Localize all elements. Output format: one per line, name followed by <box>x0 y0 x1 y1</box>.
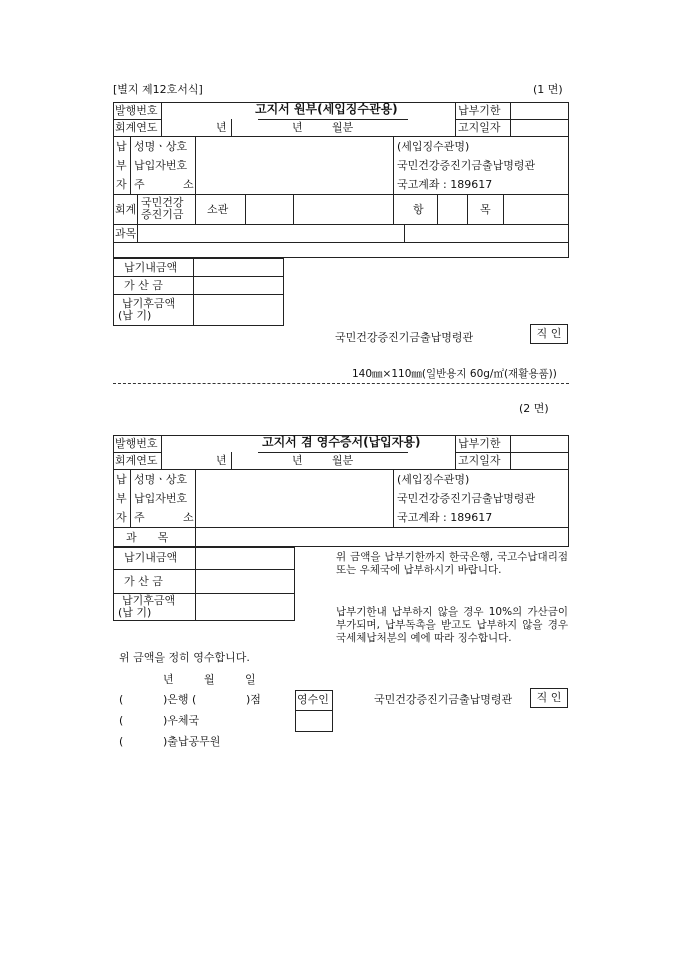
form-number-label: [별지 제12호서식] <box>113 83 203 96</box>
jurisdiction-label: 소관 <box>207 203 229 216</box>
amount-after-label-4: (납 기) <box>118 606 152 619</box>
issue-number-label-2: 발행번호 <box>115 437 158 450</box>
subject-label: 과목 <box>115 227 137 240</box>
payer-label-2: 부 <box>116 159 127 172</box>
fund-label-1: 국민건강 <box>141 196 184 209</box>
month-portion-label: 월분 <box>332 121 354 134</box>
payer-id-label-2: 납입자번호 <box>134 492 188 505</box>
official-seal-2: 직 인 <box>530 688 568 708</box>
collector-name-2: (세입징수관명) <box>397 473 470 486</box>
fiscal-year-label-2: 회계연도 <box>115 454 158 467</box>
amount-within-label-2: 납기내금액 <box>124 551 178 564</box>
issue-number-label: 발행번호 <box>115 104 158 117</box>
surcharge-notice: 납부기한내 납부하지 않을 경우 10%의 가산금이 부가되며, 납부독촉을 받고도 납부하지 않을 경우 국세체납처분의 예에 따라 징수합니다. <box>336 606 568 644</box>
date-month-label: 월 <box>204 673 215 686</box>
branch-label: )점 <box>246 693 261 706</box>
bank-open-paren: ( <box>119 693 124 706</box>
year-label-2: 년 <box>292 121 303 134</box>
account-label: 회계 <box>115 203 137 216</box>
part2-title: 고지서 겸 영수증서(납입자용) <box>262 435 421 449</box>
post-open-paren: ( <box>119 714 124 727</box>
receipt-statement: 위 금액을 정히 영수합니다. <box>119 651 250 664</box>
payer-label-5: 부 <box>116 492 127 505</box>
year-label-3: 년 <box>216 454 227 467</box>
amount-after-label-1: 납기후금액 <box>122 297 176 310</box>
address-label-4: 소 <box>183 511 194 524</box>
due-date-label: 납부기한 <box>458 104 501 117</box>
surcharge-label: 가 산 금 <box>124 279 163 292</box>
amount-after-label-3: 납기후금액 <box>122 594 176 607</box>
payment-notice: 위 금액을 납부기한까지 한국은행, 국고수납대리점 또는 우체국에 납부하시기 바랍니다. <box>336 551 568 576</box>
amount-after-label-2: (납 기) <box>118 309 152 322</box>
payer-id-label: 납입자번호 <box>134 159 188 172</box>
official-title-1: 국민건강증진기금출납명령관 <box>335 331 474 344</box>
treasury-account: 국고계좌 : 189617 <box>397 178 493 191</box>
year-label-4: 년 <box>292 454 303 467</box>
name-trade-label-2: 성명ㆍ상호 <box>134 473 188 486</box>
collector-title-2: 국민건강증진기금출납명령관 <box>397 492 536 505</box>
surcharge-label-2: 가 산 금 <box>124 575 163 588</box>
hang-label: 항 <box>413 203 424 216</box>
subject-label-2: 과 목 <box>126 531 169 544</box>
notice-date-label-2: 고지일자 <box>458 454 501 467</box>
official-title-2: 국민건강증진기금출납명령관 <box>374 693 513 706</box>
payer-label-4: 납 <box>116 473 127 486</box>
paper-spec: 140㎜×110㎜(일반용지 60g/㎡(재활용품)) <box>352 368 557 380</box>
fiscal-year-label: 회계연도 <box>115 121 158 134</box>
page-number-2: (2 면) <box>519 402 549 415</box>
part1-title: 고지서 원부(세입징수관용) <box>255 102 398 116</box>
fund-label-2: 증진기금 <box>141 208 184 221</box>
receipt-stamp-label: 영수인 <box>297 693 329 706</box>
month-portion-label-2: 월분 <box>332 454 354 467</box>
page-number-1: (1 면) <box>533 83 563 96</box>
collector-name: (세입징수관명) <box>397 140 470 153</box>
official-seal-1: 직 인 <box>530 324 568 344</box>
date-day-label: 일 <box>245 673 256 686</box>
year-label: 년 <box>216 121 227 134</box>
date-year-label: 년 <box>163 673 174 686</box>
payer-label-1: 납 <box>116 140 127 153</box>
treasury-account-2: 국고계좌 : 189617 <box>397 511 493 524</box>
bank-label: )은행 ( <box>163 693 197 706</box>
address-label-3: 주 <box>134 511 145 524</box>
payer-label-6: 자 <box>116 511 127 524</box>
post-office-label: )우체국 <box>163 714 200 727</box>
mok-label: 목 <box>480 203 491 216</box>
name-trade-label: 성명ㆍ상호 <box>134 140 188 153</box>
payer-label-3: 자 <box>116 178 127 191</box>
amount-within-label: 납기내금액 <box>124 261 178 274</box>
notice-date-label: 고지일자 <box>458 121 501 134</box>
due-date-label-2: 납부기한 <box>458 437 501 450</box>
collector-title: 국민건강증진기금출납명령관 <box>397 159 536 172</box>
cut-line <box>113 383 569 384</box>
cashier-open-paren: ( <box>119 735 124 748</box>
cashier-label: )출납공무원 <box>163 735 221 748</box>
address-label-2: 소 <box>183 178 194 191</box>
address-label-1: 주 <box>134 178 145 191</box>
